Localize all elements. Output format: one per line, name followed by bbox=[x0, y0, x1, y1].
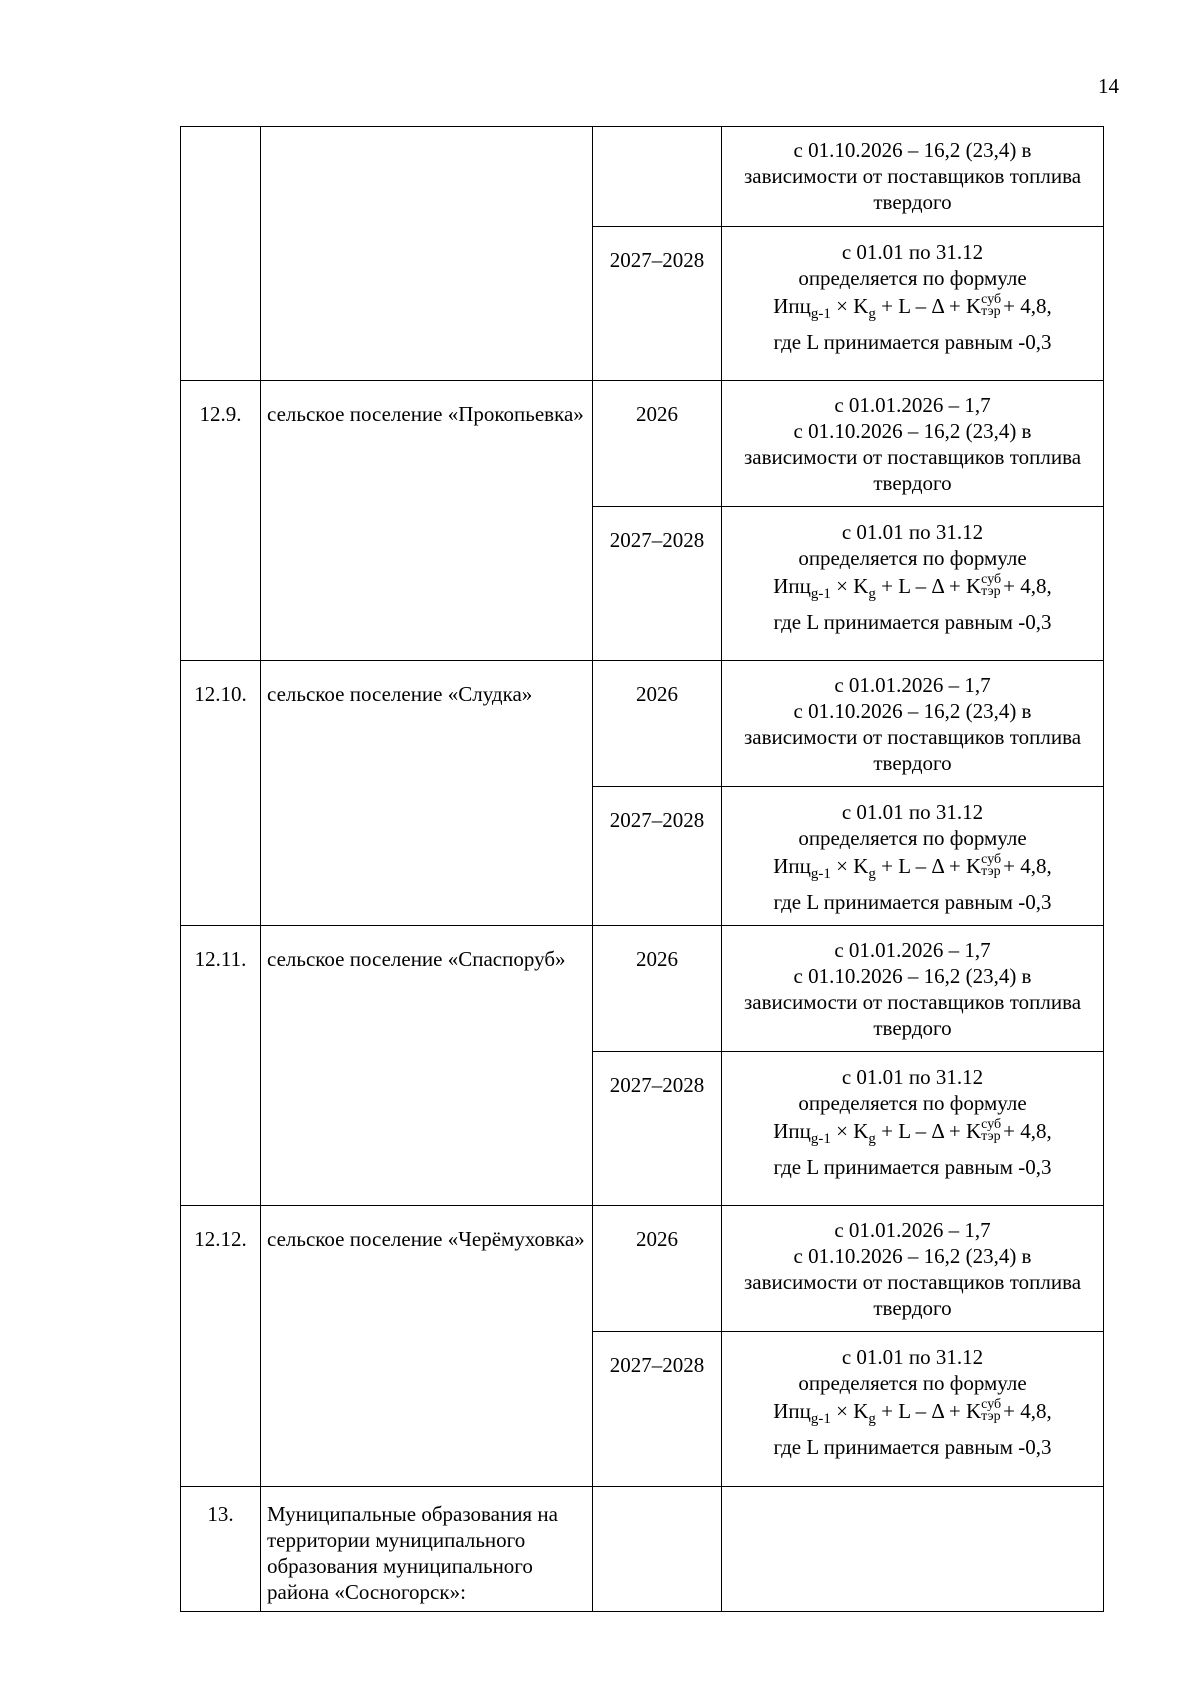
value-cell: с 01.01 по 31.12 определяется по формуле $Ипц_{g-1} \times K_g + L - \Delta + K$ суб тэр + 4,8, где L принимается равным -0,3 bbox=[722, 1332, 1104, 1487]
table-row bbox=[181, 1206, 1104, 1332]
formula: $Ипц_{g-1} \times K_g + L - \Delta + K$ суб тэр + 4,8, bbox=[773, 292, 1052, 322]
row-number: 12.9. bbox=[181, 381, 261, 661]
table-row bbox=[181, 926, 1104, 1052]
row-number: 12.11. bbox=[181, 926, 261, 1206]
settlement-name: сельское поселение «Черёмуховка» bbox=[261, 1206, 593, 1487]
table-row bbox=[181, 661, 1104, 787]
formula: $Ипц_{g-1} \times K_g + L - \Delta + K$ суб тэр + 4,8, bbox=[773, 852, 1052, 882]
settlement-name: сельское поселение «Слудка» bbox=[261, 661, 593, 926]
year-cell: 2026 bbox=[593, 381, 722, 507]
value-cell: с 01.01.2026 – 1,7 с 01.10.2026 – 16,2 (23,4) в зависимости от поставщиков топлива твердого bbox=[722, 661, 1104, 787]
row-number: 13. bbox=[181, 1487, 261, 1612]
settlement-name: сельское поселение «Спаспоруб» bbox=[261, 926, 593, 1206]
value-cell: с 01.01 по 31.12 определяется по формуле $Ипц_{g-1} \times K_g + L - \Delta + K$ суб тэр + 4,8, где L принимается равным -0,3 bbox=[722, 1052, 1104, 1206]
group-heading: Муниципальные образования на территории муниципального образования муниципального района «Сосногорск»: bbox=[261, 1487, 593, 1612]
year-cell: 2027–2028 bbox=[593, 507, 722, 661]
table-row bbox=[181, 127, 1104, 227]
formula: $Ипц_{g-1} \times K_g + L - \Delta + K$ суб тэр + 4,8, bbox=[773, 1397, 1052, 1427]
value-cell: с 01.01 по 31.12 определяется по формуле $Ипц_{g-1} \times K_g + L - \Delta + K$ суб тэр + 4,8, где L принимается равным -0,3 bbox=[722, 227, 1104, 381]
year-cell: 2027–2028 bbox=[593, 227, 722, 381]
value-cell: с 01.01.2026 – 1,7 с 01.10.2026 – 16,2 (23,4) в зависимости от поставщиков топлива твердого bbox=[722, 1206, 1104, 1332]
settlement-name-cell bbox=[261, 127, 593, 381]
year-cell: 2027–2028 bbox=[593, 1332, 722, 1487]
year-cell: 2026 bbox=[593, 1206, 722, 1332]
value-cell: с 01.01.2026 – 1,7 с 01.10.2026 – 16,2 (23,4) в зависимости от поставщиков топлива твердого bbox=[722, 926, 1104, 1052]
tariff-table bbox=[180, 126, 1104, 1612]
table-row bbox=[181, 381, 1104, 507]
year-cell bbox=[593, 127, 722, 227]
page-number: 14 bbox=[1098, 74, 1119, 98]
row-number: 12.10. bbox=[181, 661, 261, 926]
formula: $Ипц_{g-1} \times K_g + L - \Delta + K$ суб тэр + 4,8, bbox=[773, 572, 1052, 602]
number-cell bbox=[181, 127, 261, 381]
value-cell: с 01.01 по 31.12 определяется по формуле $Ипц_{g-1} \times K_g + L - \Delta + K$ суб тэр + 4,8, где L принимается равным -0,3 bbox=[722, 787, 1104, 926]
settlement-name: сельское поселение «Прокопьевка» bbox=[261, 381, 593, 661]
row-number: 12.12. bbox=[181, 1206, 261, 1487]
value-cell: с 01.01 по 31.12 определяется по формуле $Ипц_{g-1} \times K_g + L - \Delta + K$ суб тэр + 4,8, где L принимается равным -0,3 bbox=[722, 507, 1104, 661]
value-cell: с 01.10.2026 – 16,2 (23,4) в зависимости от поставщиков топлива твердого bbox=[722, 127, 1104, 227]
year-cell: 2027–2028 bbox=[593, 787, 722, 926]
value-cell bbox=[722, 1487, 1104, 1612]
table-row bbox=[181, 1487, 1104, 1612]
year-cell: 2026 bbox=[593, 661, 722, 787]
year-cell: 2026 bbox=[593, 926, 722, 1052]
formula: $Ипц_{g-1} \times K_g + L - \Delta + K$ суб тэр + 4,8, bbox=[773, 1117, 1052, 1147]
year-cell: 2027–2028 bbox=[593, 1052, 722, 1206]
value-cell: с 01.01.2026 – 1,7 с 01.10.2026 – 16,2 (23,4) в зависимости от поставщиков топлива твердого bbox=[722, 381, 1104, 507]
year-cell bbox=[593, 1487, 722, 1612]
